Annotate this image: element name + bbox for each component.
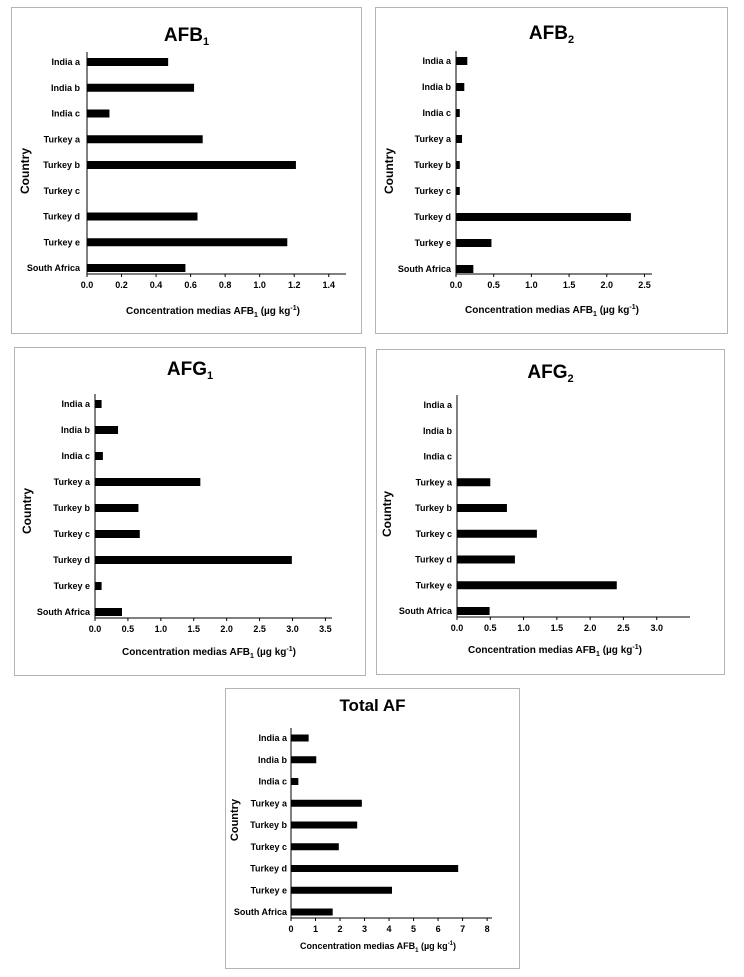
x-axis-label-unit: (µg kg <box>253 647 287 658</box>
bar <box>456 265 473 273</box>
category-label: India c <box>422 108 451 118</box>
x-tick-label: 3 <box>362 924 368 934</box>
x-tick-label: 0.0 <box>88 624 102 634</box>
x-axis-label-close: ) <box>296 306 300 317</box>
bar <box>291 800 362 807</box>
x-tick-label: 1.0 <box>154 624 168 634</box>
bar <box>87 238 287 246</box>
category-label: Turkey c <box>250 841 287 852</box>
chart-title-subscript: 2 <box>567 34 575 46</box>
x-tick-label: 1.4 <box>322 280 335 290</box>
x-tick-label: 2 <box>337 924 343 934</box>
bar <box>456 109 460 117</box>
y-axis-label: Country <box>20 488 34 534</box>
x-axis-label-unit: (µg kg <box>599 645 633 656</box>
category-label: South Africa <box>397 264 451 274</box>
x-axis-label-superscript: -1 <box>447 941 454 947</box>
category-label: India c <box>51 108 80 119</box>
x-axis-label-superscript: -1 <box>629 304 636 311</box>
bar <box>95 582 102 590</box>
x-axis-label-close: ) <box>635 305 639 316</box>
category-label: Turkey e <box>415 580 452 591</box>
category-label: South Africa <box>398 606 452 616</box>
category-label: Turkey d <box>43 211 80 222</box>
chart-panel-afb1 <box>11 7 362 334</box>
bar <box>87 110 109 118</box>
x-tick-label: 3.0 <box>286 624 299 634</box>
category-label: India b <box>423 425 452 436</box>
bar <box>87 58 168 66</box>
x-tick-label: 2.5 <box>253 624 266 634</box>
x-axis-label-superscript: -1 <box>632 644 639 651</box>
chart-title <box>164 25 209 48</box>
x-tick-label: 0.2 <box>115 280 128 290</box>
chart-title-subscript: 1 <box>206 370 214 382</box>
chart-title-text: Total AF <box>339 696 406 715</box>
x-axis-label-close: ) <box>453 941 457 951</box>
chart-panel-afg1 <box>14 347 366 676</box>
bar-chart <box>377 350 724 674</box>
y-axis-label: Country <box>229 798 241 842</box>
x-axis-label-main: Concentration medias AFB <box>122 647 251 658</box>
bar <box>456 213 631 221</box>
category-label: India b <box>61 425 90 435</box>
bar-chart <box>15 348 365 675</box>
x-tick-label: 2.5 <box>617 623 630 633</box>
chart-title <box>527 362 573 385</box>
x-axis-label-unit: (µg kg <box>596 305 630 316</box>
category-label: Turkey a <box>43 134 80 145</box>
category-label: India b <box>51 82 80 93</box>
x-tick-label: 1.5 <box>187 624 201 634</box>
x-tick-label: 0.5 <box>487 280 500 290</box>
bar <box>95 608 122 616</box>
bar <box>456 57 467 65</box>
x-tick-label: 0.0 <box>80 280 94 290</box>
y-axis-label: Country <box>380 491 394 537</box>
category-label: India b <box>422 82 451 92</box>
x-tick-label: 2.0 <box>600 280 614 290</box>
x-tick-label: 4 <box>386 924 392 934</box>
bar <box>87 84 194 92</box>
x-tick-label: 3.0 <box>650 623 663 633</box>
category-label: Turkey d <box>415 554 452 565</box>
x-tick-label: 1.5 <box>562 280 576 290</box>
category-label: Turkey b <box>43 160 80 170</box>
category-label: India c <box>61 451 90 461</box>
chart-panel-total-af <box>225 688 520 969</box>
x-axis-label-subscript: 1 <box>596 651 600 658</box>
chart-title-text: AFB <box>163 25 203 46</box>
bar <box>291 865 458 872</box>
chart-panel-afb2 <box>375 7 728 334</box>
bar <box>291 887 392 894</box>
chart-title-text: AFG <box>166 359 207 380</box>
x-axis-label <box>126 305 300 319</box>
category-label: Turkey e <box>43 237 80 248</box>
bar <box>95 478 200 486</box>
bar <box>456 187 460 195</box>
bar <box>291 843 339 850</box>
category-label: Turkey a <box>415 477 452 488</box>
bar <box>457 581 617 589</box>
bar <box>291 735 309 742</box>
category-label: Turkey d <box>53 555 90 565</box>
category-label: Turkey b <box>250 820 287 830</box>
x-tick-label: 2.0 <box>583 623 597 633</box>
x-tick-label: 3.5 <box>319 624 332 634</box>
chart-title <box>339 696 405 715</box>
bar-chart <box>376 8 727 333</box>
x-tick-label: 2.0 <box>220 624 233 634</box>
category-label: South Africa <box>233 907 287 917</box>
x-axis-label-main: Concentration medias AFB <box>299 941 416 951</box>
category-label: Turkey b <box>415 503 452 513</box>
category-label: India b <box>258 754 287 765</box>
x-axis-label-close: ) <box>292 647 296 658</box>
x-axis-label <box>122 646 296 660</box>
category-label: India c <box>423 451 452 462</box>
category-label: Turkey e <box>414 238 451 248</box>
x-tick-label: 0.0 <box>450 623 464 633</box>
category-label: India a <box>422 56 451 66</box>
chart-panel-afg2 <box>376 349 725 675</box>
category-label: India c <box>258 776 287 787</box>
bar <box>95 556 292 564</box>
x-axis-label <box>465 304 639 318</box>
chart-title-text: AFG <box>527 362 568 383</box>
bar <box>291 822 357 829</box>
bar-chart <box>226 689 519 968</box>
category-label: Turkey d <box>250 863 287 874</box>
bar <box>457 607 490 615</box>
x-tick-label: 5 <box>411 924 417 934</box>
x-tick-label: 1.0 <box>525 280 538 290</box>
category-label: Turkey b <box>414 160 451 170</box>
y-axis-label: Country <box>18 148 32 194</box>
category-label: Turkey c <box>414 186 451 196</box>
bar <box>291 909 333 916</box>
category-label: South Africa <box>36 607 90 617</box>
x-tick-label: 0.6 <box>184 280 197 290</box>
x-axis-label-main: Concentration medias AFB <box>126 306 255 317</box>
category-label: Turkey b <box>53 503 90 513</box>
x-tick-label: 0 <box>288 924 294 934</box>
x-axis-label-main: Concentration medias AFB <box>465 305 594 316</box>
x-axis-label-superscript: -1 <box>290 305 297 312</box>
chart-title-text: AFB <box>528 23 568 44</box>
bar <box>87 161 296 169</box>
x-tick-label: 0.5 <box>484 623 497 633</box>
x-axis-label-subscript: 1 <box>593 311 597 318</box>
bar <box>87 213 198 221</box>
category-label: India a <box>258 733 287 743</box>
category-label: South Africa <box>26 263 80 273</box>
category-label: Turkey a <box>414 134 451 144</box>
x-tick-label: 1.0 <box>253 280 266 290</box>
bar <box>291 756 316 763</box>
category-label: Turkey a <box>53 477 90 487</box>
x-tick-label: 0.4 <box>149 280 163 290</box>
category-label: Turkey d <box>414 212 451 222</box>
category-label: India a <box>61 399 90 409</box>
x-axis-label-subscript: 1 <box>250 653 254 660</box>
x-axis-label <box>468 644 642 658</box>
bar <box>456 83 464 91</box>
bar <box>456 239 491 247</box>
bar <box>95 400 102 408</box>
category-label: Turkey c <box>415 528 452 539</box>
x-tick-label: 1.5 <box>550 623 564 633</box>
bar <box>457 530 537 538</box>
bar <box>456 161 460 169</box>
chart-title-subscript: 2 <box>567 373 574 385</box>
chart-title-subscript: 1 <box>202 36 210 48</box>
category-label: Turkey e <box>53 581 90 591</box>
x-axis-label-main: Concentration medias AFB <box>468 645 597 656</box>
chart-title <box>529 23 574 46</box>
bar <box>457 478 490 486</box>
x-axis-label-close: ) <box>638 645 642 656</box>
x-tick-label: 0.5 <box>121 624 135 634</box>
category-label: Turkey c <box>43 185 80 196</box>
x-tick-label: 0.0 <box>449 280 463 290</box>
bar <box>95 452 103 460</box>
bar <box>95 504 138 512</box>
x-axis-label-superscript: -1 <box>286 646 293 653</box>
x-tick-label: 2.5 <box>638 280 651 290</box>
bar <box>95 530 140 538</box>
category-label: Turkey e <box>250 885 287 896</box>
x-axis-label <box>300 941 456 954</box>
bar <box>87 135 203 143</box>
x-tick-label: 1.0 <box>517 623 530 633</box>
bar <box>456 135 462 143</box>
bar <box>457 556 515 564</box>
x-tick-label: 8 <box>484 924 490 934</box>
bar <box>95 426 118 434</box>
y-axis-label: Country <box>382 148 396 194</box>
x-tick-label: 1 <box>313 924 319 934</box>
category-label: India a <box>51 57 80 67</box>
x-tick-label: 6 <box>435 924 441 934</box>
category-label: India a <box>423 400 452 410</box>
x-tick-label: 0.8 <box>218 280 232 290</box>
category-label: Turkey c <box>53 529 90 539</box>
x-axis-label-unit: (µg kg <box>418 941 448 951</box>
chart-title <box>167 359 213 382</box>
bar <box>457 504 507 512</box>
x-axis-label-subscript: 1 <box>254 312 258 319</box>
bar-chart <box>12 8 361 333</box>
bar <box>291 778 298 785</box>
x-axis-label-unit: (µg kg <box>257 306 291 317</box>
category-label: Turkey a <box>250 798 287 809</box>
x-tick-label: 1.2 <box>287 280 301 290</box>
bar <box>87 264 185 272</box>
x-tick-label: 7 <box>460 924 466 934</box>
x-axis-label-subscript: 1 <box>415 948 419 954</box>
